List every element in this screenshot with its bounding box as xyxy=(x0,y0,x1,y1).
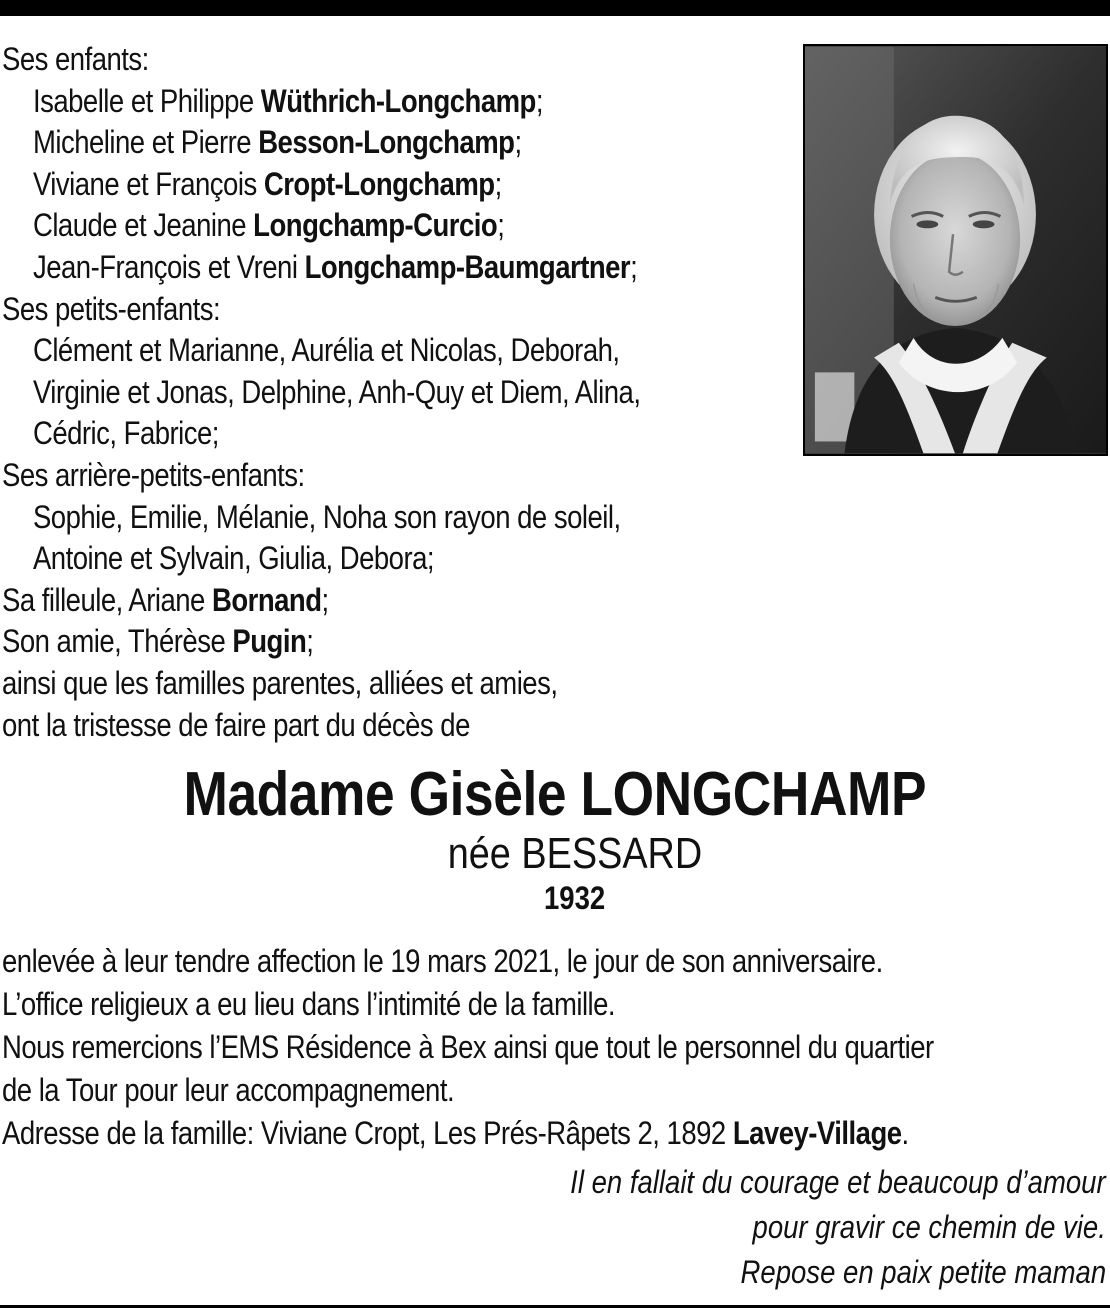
epitaph xyxy=(206,1160,1106,1295)
epitaph-line: Repose en paix petite maman xyxy=(740,1254,1106,1290)
great-grandchildren-heading: Ses arrière-petits-enfants: xyxy=(2,456,305,493)
friend-line: Son amie, Thérèse Pugin; xyxy=(2,623,314,660)
child-line: Viviane et François Cropt-Longchamp; xyxy=(32,165,502,202)
details-line: de la Tour pour leur accompagnement. xyxy=(2,1072,455,1108)
maiden-name: née BESSARD xyxy=(447,829,703,878)
details-line: enlevée à leur tendre affection le 19 mars 2021, le jour de son anniversaire. xyxy=(2,943,883,979)
grandchildren-line: Cédric, Fabrice; xyxy=(32,415,219,452)
child-line: Isabelle et Philippe Wüthrich-Longchamp; xyxy=(32,82,543,119)
goddaughter-line: Sa filleule, Ariane Bornand; xyxy=(2,581,329,618)
details-line: L’office religieux a eu lieu dans l’intimité de la famille. xyxy=(2,986,616,1022)
details-line: Nous remercions l’EMS Résidence à Bex ainsi que tout le personnel du quartier xyxy=(2,1029,934,1065)
birth-year: 1932 xyxy=(544,880,606,916)
grandchildren-heading: Ses petits-enfants: xyxy=(2,290,221,327)
epitaph-line: pour gravir ce chemin de vie. xyxy=(752,1209,1106,1245)
great-grandchildren-line: Antoine et Sylvain, Giulia, Debora; xyxy=(32,540,435,577)
portrait-photo xyxy=(803,44,1108,456)
grandchildren-line: Clément et Marianne, Aurélia et Nicolas, Deborah, xyxy=(32,332,620,369)
child-line: Jean-François et Vreni Longchamp-Baumgartner; xyxy=(32,248,638,285)
bottom-rule xyxy=(0,1305,1110,1308)
grandchildren-line: Virginie et Jonas, Delphine, Anh-Quy et Diem, Alina, xyxy=(32,373,641,410)
deceased-block xyxy=(0,760,1110,918)
family-list xyxy=(2,39,681,746)
deceased-name: Madame Gisèle LONGCHAMP xyxy=(183,760,927,829)
portrait-illustration xyxy=(805,46,1106,454)
relatives-line: ainsi que les familles parentes, alliées et amies, xyxy=(2,664,558,701)
family-address: Adresse de la famille: Viviane Cropt, Les Prés-Râpets 2, 1892 Lavey-Village. xyxy=(2,1115,909,1151)
child-line: Micheline et Pierre Besson-Longchamp; xyxy=(32,124,522,161)
announcement-line: ont la tristesse de faire part du décès de xyxy=(2,706,470,743)
epitaph-line: Il en fallait du courage et beaucoup d’amour xyxy=(570,1164,1106,1200)
great-grandchildren-line: Sophie, Emilie, Mélanie, Noha son rayon de soleil, xyxy=(32,498,621,535)
top-rule xyxy=(0,0,1110,16)
details-text xyxy=(2,940,1110,1155)
child-line: Claude et Jeanine Longchamp-Curcio; xyxy=(32,207,505,244)
children-heading: Ses enfants: xyxy=(2,41,149,77)
